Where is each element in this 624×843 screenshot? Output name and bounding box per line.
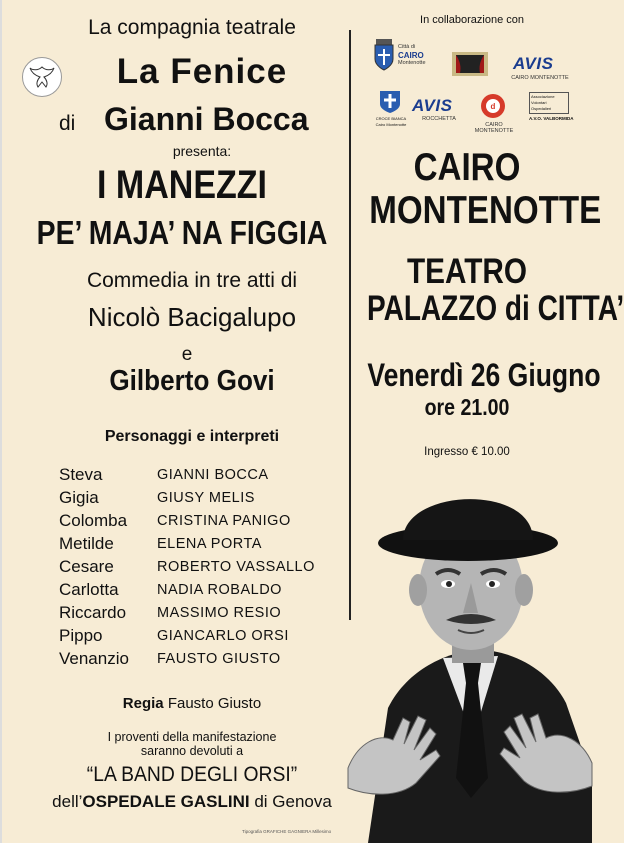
hospital-prefix: dell’ [52,792,83,811]
citta-line1: Città di [398,44,416,50]
event-date: Venerdì 26 Giugno [367,357,601,393]
author-2: Gilberto Govi [109,365,275,397]
city-line1: CAIRO [413,146,521,189]
cast-role: Riccardo [59,603,127,622]
cast-role: Metilde [59,534,114,553]
theatre-curtain-icon [452,52,488,76]
beneficiary: “LA BAND DEGLI ORSI” [86,763,298,786]
cast-row [59,488,349,510]
cast-actor: NADIA ROBALDO [157,582,282,598]
cast-row [59,626,349,648]
cast-actor: ROBERTO VASSALLO [157,559,315,575]
cast-role: Venanzio [59,649,129,668]
svg-text:d: d [490,102,496,111]
play-title-line1: I MANEZZI [97,163,267,207]
dc-circle-icon [480,93,506,119]
citta-cairo-logo [372,33,442,78]
cast-row [59,649,349,671]
hospital-suffix: di Genova [249,792,332,811]
avo-line1: Associazione [531,94,555,99]
theatre-logo [452,52,488,76]
citta-line2: CAIRO [398,51,424,60]
avis-rocchetta-sub: ROCCHETTA [422,116,456,122]
cast-row [59,511,349,533]
play-title-line2: PE’ MAJA’ NA FIGGIA [36,214,328,251]
and-label: e [181,344,193,365]
ticket-price: Ingresso € 10.00 [424,446,510,458]
collab-label: In collaborazione con [420,14,524,26]
actor-portrait [348,478,592,843]
city-line2: MONTENOTTE [369,189,602,232]
venue-line2: PALAZZO di CITTA’ [367,289,624,328]
croce-sub1: CROCE BIANCA [375,116,407,121]
proventi-line2: saranno devoluti a [140,744,244,758]
regia-name: Fausto Giusto [167,695,262,712]
hospital-name: OSPEDALE GASLINI [82,792,250,811]
croce-bianca-logo [372,90,410,130]
cast-actor: GIANCARLO ORSI [157,628,289,644]
di-label: di [59,112,76,135]
cast-actor: ELENA PORTA [157,536,262,552]
avis-rocchetta-text: AVIS [412,96,453,115]
cast-role: Steva [59,465,103,484]
director-name: Gianni Bocca [104,101,309,137]
venue-line1: TEATRO [406,252,528,291]
regia-label: Regia [122,695,164,712]
cast-role: Gigia [59,488,99,507]
cast-role: Pippo [59,626,103,645]
cast-role: Cesare [59,557,114,576]
cast-row [59,534,349,556]
cast-actor: FAUSTO GIUSTO [157,651,281,667]
coat-of-arms-icon [372,35,396,75]
author-1: Nicolò Bacigalupo [87,302,297,332]
cast-role: Colomba [59,511,128,530]
cast-actor: GIANNI BOCCA [157,467,269,483]
avis-rocchetta-logo [412,96,466,126]
printer-credit: Tipografia GRAFICHE GAGNIERA Millesimo [242,829,332,834]
avo-logo [529,92,575,130]
avis-cairo-logo [510,54,570,84]
citta-line3: Montenotte [398,60,426,66]
avis-cairo-sub: CAIRO MONTENOTTE [511,75,569,81]
cast-row [59,465,349,487]
proventi-line1: I proventi della manifestazione [107,730,277,744]
cast-actor: MASSIMO RESIO [157,605,282,621]
commedia-line: Commedia in tre atti di [86,269,298,292]
cast-heading: Personaggi e interpreti [104,428,280,445]
dc-logo [466,93,522,134]
cast-row [59,557,349,579]
cast-actor: CRISTINA PANIGO [157,513,291,529]
event-time: ore 21.00 [424,394,510,420]
company-name: La Fenice [116,52,288,91]
presenta-label: presenta: [172,143,232,159]
croce-bianca-icon [379,90,401,114]
cast-row [59,603,349,625]
cast-actor: GIUSY MELIS [157,490,255,506]
regia-line [62,695,322,712]
avo-line2: Volontari [531,100,547,105]
cast-role: Carlotta [59,580,119,599]
dc-sub: CAIRO MONTENOTTE [474,122,514,134]
avis-cairo-text: AVIS [513,54,554,73]
avo-box [529,92,569,114]
hospital-line [17,792,367,812]
avo-name: A.V.O. VALBORMIDA [529,116,574,121]
avo-line3: Ospedalieri [531,106,552,111]
croce-sub2: Cairo Montenotte [375,122,407,127]
cast-row [59,580,349,602]
company-line: La compagnia teatrale [88,16,296,39]
